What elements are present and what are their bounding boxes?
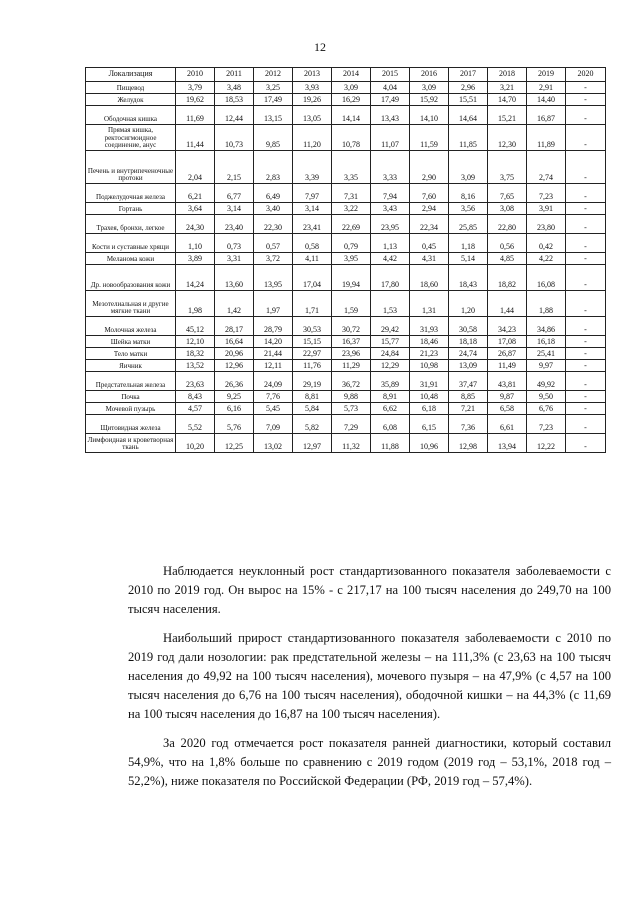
value-cell: 23,96 [332, 348, 371, 360]
table-row [86, 184, 606, 203]
value-cell: 23,41 [293, 215, 332, 234]
value-cell: 28,79 [254, 317, 293, 336]
value-cell: 7,09 [254, 415, 293, 434]
table-row [86, 253, 606, 265]
value-cell: 7,23 [527, 415, 566, 434]
value-cell: 3,21 [488, 82, 527, 94]
value-cell: 37,47 [449, 372, 488, 391]
value-cell: 18,46 [410, 336, 449, 348]
value-cell: 3,48 [215, 82, 254, 94]
value-cell: 0,73 [215, 234, 254, 253]
value-cell: 5,73 [332, 403, 371, 415]
value-cell: 5,76 [215, 415, 254, 434]
value-cell: 6,62 [371, 403, 410, 415]
value-cell: 1,53 [371, 291, 410, 317]
value-cell: 18,82 [488, 265, 527, 291]
value-cell: 3,09 [332, 82, 371, 94]
value-cell: 14,20 [254, 336, 293, 348]
value-cell: 6,15 [410, 415, 449, 434]
value-cell: 15,21 [488, 106, 527, 125]
value-cell: - [566, 391, 606, 403]
value-cell: 9,88 [332, 391, 371, 403]
column-header-year: 2018 [488, 68, 527, 82]
value-cell: 19,26 [293, 94, 332, 106]
value-cell: 4,22 [527, 253, 566, 265]
value-cell: 23,95 [371, 215, 410, 234]
value-cell: 4,42 [371, 253, 410, 265]
table-row [86, 391, 606, 403]
value-cell: 10,96 [410, 434, 449, 453]
value-cell: 5,82 [293, 415, 332, 434]
value-cell: 2,74 [527, 151, 566, 184]
value-cell: 5,84 [293, 403, 332, 415]
value-cell: 34,86 [527, 317, 566, 336]
value-cell: 7,97 [293, 184, 332, 203]
value-cell: 0,79 [332, 234, 371, 253]
value-cell: 11,69 [176, 106, 215, 125]
localization-cell: Гортань [86, 203, 176, 215]
value-cell: - [566, 184, 606, 203]
value-cell: 22,80 [488, 215, 527, 234]
value-cell: 2,90 [410, 151, 449, 184]
value-cell: 1,71 [293, 291, 332, 317]
value-cell: 3,93 [293, 82, 332, 94]
value-cell: 23,63 [176, 372, 215, 391]
value-cell: 1,20 [449, 291, 488, 317]
table-row [86, 215, 606, 234]
localization-cell: Поджелудочная железа [86, 184, 176, 203]
value-cell: - [566, 203, 606, 215]
value-cell: 12,98 [449, 434, 488, 453]
table-row [86, 125, 606, 151]
value-cell: 3,75 [488, 151, 527, 184]
value-cell: 0,57 [254, 234, 293, 253]
value-cell: 3,64 [176, 203, 215, 215]
value-cell: 1,59 [332, 291, 371, 317]
value-cell: 3,56 [449, 203, 488, 215]
value-cell: 4,04 [371, 82, 410, 94]
value-cell: - [566, 403, 606, 415]
table-row [86, 336, 606, 348]
value-cell: 19,62 [176, 94, 215, 106]
table-header-row [86, 68, 606, 82]
value-cell: 13,43 [371, 106, 410, 125]
value-cell: 4,57 [176, 403, 215, 415]
column-header-year: 2014 [332, 68, 371, 82]
value-cell: 1,98 [176, 291, 215, 317]
value-cell: 3,08 [488, 203, 527, 215]
value-cell: 28,17 [215, 317, 254, 336]
value-cell: - [566, 253, 606, 265]
column-header-year: 2017 [449, 68, 488, 82]
value-cell: 13,02 [254, 434, 293, 453]
localization-cell: Пищевод [86, 82, 176, 94]
value-cell: 7,36 [449, 415, 488, 434]
value-cell: 5,14 [449, 253, 488, 265]
value-cell: 20,96 [215, 348, 254, 360]
value-cell: 24,74 [449, 348, 488, 360]
value-cell: 16,87 [527, 106, 566, 125]
value-cell: 5,52 [176, 415, 215, 434]
value-cell: 13,94 [488, 434, 527, 453]
value-cell: 3,22 [332, 203, 371, 215]
value-cell: 19,94 [332, 265, 371, 291]
value-cell: 17,49 [371, 94, 410, 106]
column-header-year: 2016 [410, 68, 449, 82]
value-cell: 12,10 [176, 336, 215, 348]
value-cell: 11,32 [332, 434, 371, 453]
value-cell: 6,76 [527, 403, 566, 415]
page-number: 12 [314, 40, 326, 54]
table-row [86, 317, 606, 336]
value-cell: 1,31 [410, 291, 449, 317]
value-cell: 14,10 [410, 106, 449, 125]
value-cell: 15,92 [410, 94, 449, 106]
value-cell: 7,23 [527, 184, 566, 203]
value-cell: 43,81 [488, 372, 527, 391]
localization-cell: Мочевой пузырь [86, 403, 176, 415]
value-cell: 11,20 [293, 125, 332, 151]
value-cell: 11,89 [527, 125, 566, 151]
table-row [86, 372, 606, 391]
value-cell: 24,09 [254, 372, 293, 391]
localization-cell: Меланома кожи [86, 253, 176, 265]
value-cell: 22,30 [254, 215, 293, 234]
value-cell: 3,33 [371, 151, 410, 184]
value-cell: 23,40 [215, 215, 254, 234]
value-cell: 17,08 [488, 336, 527, 348]
value-cell: 15,77 [371, 336, 410, 348]
value-cell: 9,87 [488, 391, 527, 403]
value-cell: 13,05 [293, 106, 332, 125]
value-cell: 10,78 [332, 125, 371, 151]
value-cell: 1,10 [176, 234, 215, 253]
value-cell: 3,40 [254, 203, 293, 215]
value-cell: 3,09 [449, 151, 488, 184]
value-cell: 30,58 [449, 317, 488, 336]
value-cell: 4,85 [488, 253, 527, 265]
value-cell: 6,08 [371, 415, 410, 434]
localization-cell: Молочная железа [86, 317, 176, 336]
value-cell: - [566, 265, 606, 291]
column-header-year: 2010 [176, 68, 215, 82]
value-cell: 12,44 [215, 106, 254, 125]
value-cell: 16,29 [332, 94, 371, 106]
column-header-year: 2012 [254, 68, 293, 82]
value-cell: 13,09 [449, 360, 488, 372]
value-cell: 10,98 [410, 360, 449, 372]
value-cell: 21,23 [410, 348, 449, 360]
value-cell: 12,11 [254, 360, 293, 372]
table-row [86, 106, 606, 125]
value-cell: 3,72 [254, 253, 293, 265]
value-cell: - [566, 215, 606, 234]
table-row [86, 434, 606, 453]
value-cell: 45,12 [176, 317, 215, 336]
value-cell: 22,97 [293, 348, 332, 360]
value-cell: 7,65 [488, 184, 527, 203]
value-cell: 7,60 [410, 184, 449, 203]
value-cell: 3,14 [215, 203, 254, 215]
column-header-year: 2013 [293, 68, 332, 82]
value-cell: 11,07 [371, 125, 410, 151]
value-cell: 31,91 [410, 372, 449, 391]
localization-cell: Предстательная железа [86, 372, 176, 391]
value-cell: 12,29 [371, 360, 410, 372]
value-cell: 8,91 [371, 391, 410, 403]
value-cell: 0,56 [488, 234, 527, 253]
value-cell: 12,22 [527, 434, 566, 453]
value-cell: 16,37 [332, 336, 371, 348]
value-cell: 12,96 [215, 360, 254, 372]
value-cell: 9,85 [254, 125, 293, 151]
value-cell: 13,52 [176, 360, 215, 372]
localization-cell: Шейка матки [86, 336, 176, 348]
value-cell: 7,31 [332, 184, 371, 203]
value-cell: 2,83 [254, 151, 293, 184]
value-cell: 7,29 [332, 415, 371, 434]
value-cell: 18,53 [215, 94, 254, 106]
value-cell: - [566, 415, 606, 434]
column-header-year: 2011 [215, 68, 254, 82]
value-cell: 36,72 [332, 372, 371, 391]
value-cell: 6,18 [410, 403, 449, 415]
value-cell: 13,15 [254, 106, 293, 125]
value-cell: 25,41 [527, 348, 566, 360]
value-cell: 3,95 [332, 253, 371, 265]
value-cell: - [566, 336, 606, 348]
column-header-localization: Локализация [86, 68, 176, 82]
value-cell: 11,88 [371, 434, 410, 453]
value-cell: 14,40 [527, 94, 566, 106]
value-cell: - [566, 94, 606, 106]
value-cell: 1,13 [371, 234, 410, 253]
value-cell: 26,36 [215, 372, 254, 391]
value-cell: - [566, 234, 606, 253]
value-cell: 2,94 [410, 203, 449, 215]
value-cell: 35,89 [371, 372, 410, 391]
value-cell: 8,85 [449, 391, 488, 403]
value-cell: 15,15 [293, 336, 332, 348]
table-row [86, 360, 606, 372]
value-cell: 2,04 [176, 151, 215, 184]
value-cell: 15,51 [449, 94, 488, 106]
table-row [86, 234, 606, 253]
value-cell: 11,44 [176, 125, 215, 151]
value-cell: 1,18 [449, 234, 488, 253]
value-cell: 3,25 [254, 82, 293, 94]
localization-cell: Желудок [86, 94, 176, 106]
value-cell: 23,80 [527, 215, 566, 234]
value-cell: 6,21 [176, 184, 215, 203]
value-cell: - [566, 125, 606, 151]
value-cell: 12,30 [488, 125, 527, 151]
value-cell: 6,16 [215, 403, 254, 415]
localization-cell: Ободочная кишка [86, 106, 176, 125]
value-cell: - [566, 82, 606, 94]
value-cell: 2,91 [527, 82, 566, 94]
value-cell: 9,25 [215, 391, 254, 403]
value-cell: 18,60 [410, 265, 449, 291]
localization-cell: Почка [86, 391, 176, 403]
value-cell: 24,30 [176, 215, 215, 234]
value-cell: 3,43 [371, 203, 410, 215]
paragraph-increase: Наибольший прирост стандартизованного показателя заболеваемости с 2010 по 2019 год дали нозологии: рак предстательной железы – на 111,3% (с 23,63 на 100 тысяч населения до 49,92 на 100 тысяч населения), мочевого пузыря – на 47,9% (с 4,57 на 100 тысяч населения до 6,76 на 100 тысяч населения), ободочной кишки – на 44,3% (с 11,69 на 100 тысяч населения до 16,87 на 100 тысяч населения). [128, 630, 611, 722]
value-cell: 14,64 [449, 106, 488, 125]
value-cell: 9,97 [527, 360, 566, 372]
value-cell: 30,53 [293, 317, 332, 336]
value-cell: 11,49 [488, 360, 527, 372]
value-cell: 0,45 [410, 234, 449, 253]
value-cell: 3,39 [293, 151, 332, 184]
value-cell: 8,81 [293, 391, 332, 403]
value-cell: 14,14 [332, 106, 371, 125]
localization-cell: Прямая кишка, ректосигмоидное соединение, анус [86, 125, 176, 151]
table-row [86, 348, 606, 360]
value-cell: 6,49 [254, 184, 293, 203]
value-cell: 25,85 [449, 215, 488, 234]
value-cell: 3,91 [527, 203, 566, 215]
value-cell: - [566, 151, 606, 184]
value-cell: 31,93 [410, 317, 449, 336]
localization-cell: Лимфоидная и кроветворная ткань [86, 434, 176, 453]
value-cell: 11,59 [410, 125, 449, 151]
value-cell: 13,60 [215, 265, 254, 291]
localization-cell: Тело матки [86, 348, 176, 360]
value-cell: 8,43 [176, 391, 215, 403]
body-text [128, 562, 611, 800]
value-cell: - [566, 372, 606, 391]
table-row [86, 291, 606, 317]
value-cell: 0,58 [293, 234, 332, 253]
value-cell: 3,31 [215, 253, 254, 265]
column-header-year: 2019 [527, 68, 566, 82]
value-cell: 22,34 [410, 215, 449, 234]
value-cell: 24,84 [371, 348, 410, 360]
value-cell: 7,21 [449, 403, 488, 415]
paragraph-diagnostics: За 2020 год отмечается рост показателя ранней диагностики, который составил 54,9%, что на 1,8% больше по сравнению с 2019 годом (2019 год – 53,1%, 2018 год – 52,2%), ниже показателя по Российской Федерации (РФ, 2019 год – 57,4%). [128, 735, 611, 789]
value-cell: 11,85 [449, 125, 488, 151]
table-row [86, 403, 606, 415]
value-cell: 11,29 [332, 360, 371, 372]
paragraph-growth: Наблюдается неуклонный рост стандартизованного показателя заболеваемости с 2010 по 2019 год. Он вырос на 15% - с 217,17 на 100 тысяч населения до 249,70 на 100 тысяч населения. [128, 564, 611, 617]
value-cell: 30,72 [332, 317, 371, 336]
value-cell: 5,45 [254, 403, 293, 415]
localization-cell: Щитовидная железа [86, 415, 176, 434]
value-cell: 1,44 [488, 291, 527, 317]
value-cell: 3,14 [293, 203, 332, 215]
value-cell: - [566, 291, 606, 317]
value-cell: 22,69 [332, 215, 371, 234]
localization-cell: Кости и суставные хрящи [86, 234, 176, 253]
value-cell: 10,73 [215, 125, 254, 151]
value-cell: 16,64 [215, 336, 254, 348]
value-cell: 16,08 [527, 265, 566, 291]
value-cell: 10,48 [410, 391, 449, 403]
value-cell: 18,43 [449, 265, 488, 291]
value-cell: 14,70 [488, 94, 527, 106]
value-cell: - [566, 317, 606, 336]
localization-cell: Мезотелиальная и другие мягкие ткани [86, 291, 176, 317]
value-cell: - [566, 434, 606, 453]
value-cell: 29,19 [293, 372, 332, 391]
value-cell: 1,88 [527, 291, 566, 317]
localization-cell: Др. новообразования кожи [86, 265, 176, 291]
localization-cell: Трахея, бронхи, легкое [86, 215, 176, 234]
value-cell: 4,11 [293, 253, 332, 265]
table-row [86, 82, 606, 94]
table-row [86, 265, 606, 291]
table-row [86, 203, 606, 215]
value-cell: 1,42 [215, 291, 254, 317]
value-cell: 6,77 [215, 184, 254, 203]
value-cell: - [566, 106, 606, 125]
table-row [86, 94, 606, 106]
localization-cell: Яичник [86, 360, 176, 372]
value-cell: 0,42 [527, 234, 566, 253]
value-cell: 2,15 [215, 151, 254, 184]
value-cell: 6,58 [488, 403, 527, 415]
value-cell: 17,49 [254, 94, 293, 106]
value-cell: - [566, 360, 606, 372]
value-cell: 14,24 [176, 265, 215, 291]
value-cell: 12,97 [293, 434, 332, 453]
value-cell: 21,44 [254, 348, 293, 360]
value-cell: 3,35 [332, 151, 371, 184]
value-cell: 29,42 [371, 317, 410, 336]
value-cell: 3,79 [176, 82, 215, 94]
value-cell: 18,32 [176, 348, 215, 360]
value-cell: 12,25 [215, 434, 254, 453]
value-cell: 16,18 [527, 336, 566, 348]
value-cell: 17,80 [371, 265, 410, 291]
value-cell: 17,04 [293, 265, 332, 291]
column-header-year: 2020 [566, 68, 606, 82]
value-cell: 18,18 [449, 336, 488, 348]
value-cell: 13,95 [254, 265, 293, 291]
value-cell: 34,23 [488, 317, 527, 336]
value-cell: 26,87 [488, 348, 527, 360]
value-cell: 11,76 [293, 360, 332, 372]
localization-cell: Печень и внутрипеченочные протоки [86, 151, 176, 184]
column-header-year: 2015 [371, 68, 410, 82]
value-cell: 4,31 [410, 253, 449, 265]
value-cell: 2,96 [449, 82, 488, 94]
value-cell: 49,92 [527, 372, 566, 391]
value-cell: - [566, 348, 606, 360]
value-cell: 9,50 [527, 391, 566, 403]
value-cell: 1,97 [254, 291, 293, 317]
table-row [86, 151, 606, 184]
value-cell: 3,09 [410, 82, 449, 94]
value-cell: 6,61 [488, 415, 527, 434]
value-cell: 3,89 [176, 253, 215, 265]
value-cell: 7,94 [371, 184, 410, 203]
incidence-table [85, 67, 606, 453]
table-row [86, 415, 606, 434]
value-cell: 8,16 [449, 184, 488, 203]
value-cell: 7,76 [254, 391, 293, 403]
value-cell: 10,20 [176, 434, 215, 453]
